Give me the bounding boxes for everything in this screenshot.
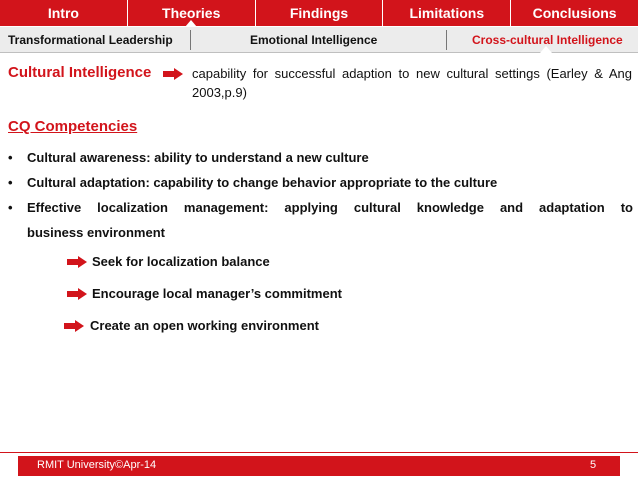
divider	[190, 30, 191, 50]
arrow-right-icon	[163, 68, 183, 80]
page-number: 5	[590, 459, 597, 471]
section-heading: CQ Competencies	[8, 118, 138, 135]
subtab-emotional-intelligence[interactable]	[250, 27, 377, 52]
tab-label: Theories	[162, 5, 221, 21]
tab-label: Limitations	[409, 5, 485, 21]
tab-conclusions[interactable]	[511, 0, 638, 26]
bullet-text: Cultural awareness: ability to understand a new culture	[27, 150, 369, 165]
top-nav	[0, 0, 638, 26]
tab-findings[interactable]	[256, 0, 384, 26]
subtab-label: Emotional Intelligence	[250, 32, 378, 47]
bullet-marker: •	[8, 175, 13, 190]
active-tab-indicator	[185, 20, 197, 27]
subtab-label: Transformational Leadership	[8, 32, 173, 47]
sub-point: Encourage local manager’s commitment	[92, 286, 342, 301]
subtab-transformational-leadership[interactable]	[8, 27, 173, 52]
subtab-label: Cross-cultural Intelligence	[472, 32, 623, 47]
bullet-text-continued: business environment	[27, 225, 165, 240]
sub-nav	[0, 27, 638, 53]
arrow-right-icon	[67, 288, 87, 300]
definition-text: capability for successful adaption to new cultural settings (Earley & Ang 2003,p.9)	[192, 66, 632, 100]
bullet-marker: •	[8, 150, 13, 165]
arrow-right-icon	[67, 256, 87, 268]
tab-intro[interactable]	[0, 0, 128, 26]
footer-divider	[0, 452, 638, 453]
sub-point: Create an open working environment	[90, 318, 319, 333]
bullet-marker: •	[8, 200, 13, 215]
divider	[446, 30, 447, 50]
tab-limitations[interactable]	[383, 0, 511, 26]
arrow-right-icon	[64, 320, 84, 332]
tab-label: Findings	[289, 5, 349, 21]
sub-point: Seek for localization balance	[92, 254, 270, 269]
active-subtab-indicator	[540, 46, 552, 53]
footer-copyright: RMIT University©Apr-14	[37, 459, 157, 471]
tab-label: Conclusions	[532, 5, 617, 21]
tab-theories[interactable]	[128, 0, 256, 26]
bullet-text: Effective localization management: applying cultural knowledge and adaptation to	[27, 200, 633, 215]
bullet-text: Cultural adaptation: capability to change behavior appropriate to the culture	[27, 175, 498, 190]
tab-label: Intro	[47, 5, 79, 21]
term-cultural-intelligence: Cultural Intelligence	[8, 64, 152, 81]
